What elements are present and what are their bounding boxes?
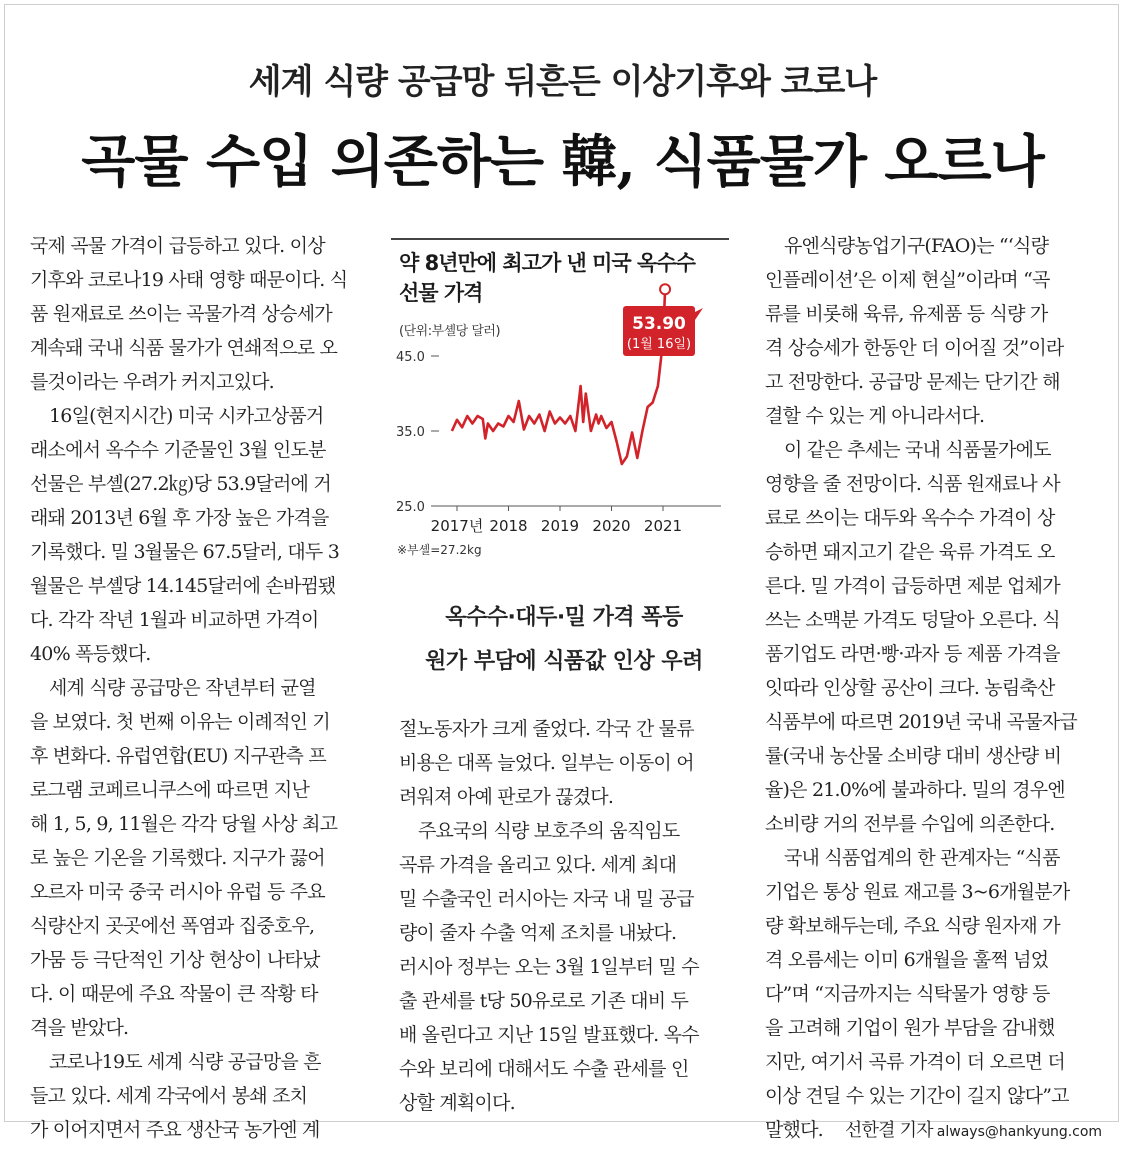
text-line: 인플레이션’은 이제 현실”이라며 “곡 (765, 269, 1050, 291)
callout-pointer (695, 308, 703, 320)
text-line: 러시아 정부는 오는 3월 1일부터 밀 수 (399, 956, 699, 978)
text-line: 량 확보해두는데, 주요 식량 원자재 가 (765, 915, 1060, 937)
chart-unit-label: (단위:부셸당 달러) (399, 324, 501, 339)
text-line: 소비량 거의 전부를 수입에 의존한다. (765, 813, 1055, 835)
text-line: 잇따라 인상할 공산이 크다. 농림축산 (765, 677, 1055, 699)
text-line: 품기업도 라면·빵·과자 등 제품 가격을 (765, 643, 1060, 665)
text-line: 량이 줄자 수출 억제 조치를 내놨다. (399, 922, 677, 944)
text-line: 결할 수 있는 게 아니라서다. (765, 405, 985, 427)
x-tick-label: 2018 (489, 517, 528, 535)
text-line: 밀 수출국인 러시아는 자국 내 밀 공급 (399, 888, 694, 910)
byline-reporter: 선한결 기자 (844, 1120, 933, 1141)
chart-footnote: ※부셸=27.2kg (397, 543, 482, 557)
text-line: 기록했다. 밀 3월물은 67.5달러, 대두 3 (30, 541, 340, 563)
article-column-3 (765, 229, 1103, 1149)
text-line: 가 이어지면서 주요 생산국 농가엔 계 (30, 1119, 320, 1141)
text-line: 출 관세를 t당 50유로로 기존 대비 두 (399, 990, 689, 1012)
text-line: 를것이라는 우려가 커지고있다. (30, 371, 274, 393)
text-line: 국제 곡물 가격이 급등하고 있다. 이상 (30, 235, 325, 257)
text-line: 승하면 돼지고기 같은 육류 가격도 오 (765, 541, 1055, 563)
chart-title-line-2: 선물 가격 (399, 281, 483, 305)
x-tick-label: 2020 (592, 517, 631, 535)
text-line: 격을 받았다. (30, 1017, 129, 1039)
text-line: 기업은 통상 원료 재고를 3~6개월분가 (765, 881, 1070, 903)
text-line: 격 오름세는 이미 6개월을 훌쩍 넘었 (765, 949, 1049, 971)
text-line: 코로나19도 세계 식량 공급망을 흔 (49, 1051, 321, 1073)
text-line: 유엔식량농업기구(FAO)는 “‘식량 (784, 235, 1049, 257)
y-tick-label: 25.0 (396, 500, 425, 515)
text-line: 수와 보리에 대해서도 수출 관세를 인 (399, 1058, 689, 1080)
byline-email: always@hankyung.com (936, 1124, 1103, 1140)
text-line: 선물은 부셸(27.2㎏)당 53.9달러에 거 (30, 473, 331, 495)
corn-futures-chart (391, 238, 729, 558)
text-line: 격 상승세가 한동안 더 이어질 것”이라 (765, 337, 1064, 359)
text-line: 율)은 21.0%에 불과하다. 밀의 경우엔 (765, 779, 1065, 801)
chart-title-line-1: 약 8년만에 최고가 낸 미국 옥수수 (399, 251, 695, 275)
text-line: 이 같은 추세는 국내 식품물가에도 (784, 439, 1051, 461)
text-line: 고 전망한다. 공급망 문제는 단기간 해 (765, 371, 1060, 393)
y-tick-label: 35.0 (396, 425, 425, 440)
byline-lead: 말했다. (765, 1119, 823, 1141)
text-line: 세계 식량 공급망은 작년부터 균열 (49, 677, 316, 699)
text-line: 비용은 대폭 늘었다. 일부는 이동이 어 (399, 752, 694, 774)
text-line: 해 1, 5, 9, 11월은 각각 당월 사상 최고 (30, 813, 338, 835)
article-column-2 (399, 712, 729, 1120)
text-line: 지만, 여기서 곡류 가격이 더 오르면 더 (765, 1051, 1065, 1073)
text-line: 영향을 줄 전망이다. 식품 원재료나 사 (765, 473, 1060, 495)
text-line: 로그램 코페르니쿠스에 따르면 지난 (30, 779, 310, 801)
y-tick-label: 45.0 (396, 350, 425, 365)
text-line: 래소에서 옥수수 기준물인 3월 인도분 (30, 439, 326, 461)
text-line: 품 원재료로 쓰이는 곡물가격 상승세가 (30, 303, 332, 325)
text-line: 절노동자가 크게 줄었다. 각국 간 물류 (399, 718, 694, 740)
text-line: 16일(현지시간) 미국 시카고상품거 (49, 405, 324, 427)
series-endpoint (660, 284, 670, 294)
text-line: 주요국의 식량 보호주의 움직임도 (418, 820, 680, 842)
text-line: 률(국내 농산물 소비량 대비 생산량 비 (765, 745, 1062, 767)
x-tick-label: 2017년 (430, 517, 484, 535)
text-line: 다”며 “지금까지는 식탁물가 영향 등 (765, 983, 1050, 1005)
text-line: 을 보였다. 첫 번째 이유는 이례적인 기 (30, 711, 330, 733)
text-line: 가뭄 등 극단적인 기상 현상이 나타났 (30, 949, 320, 971)
text-line: 을 고려해 기업이 원가 부담을 감내했 (765, 1017, 1055, 1039)
text-line: 래돼 2013년 6월 후 가장 높은 가격을 (30, 507, 329, 529)
text-line: 식품부에 따르면 2019년 국내 곡물자급 (765, 711, 1077, 733)
text-line: 려워져 아예 판로가 끊겼다. (399, 786, 614, 808)
byline (765, 1113, 1103, 1149)
text-line: 이상 견딜 수 있는 기간이 길지 않다”고 (765, 1085, 1069, 1107)
article-subhead: 세계 식량 공급망 뒤흔든 이상기후와 코로나 (248, 62, 877, 102)
text-line: 들고 있다. 세계 각국에서 봉쇄 조치 (30, 1085, 308, 1107)
text-line: 배 올린다고 지난 15일 발표했다. 옥수 (399, 1024, 699, 1046)
text-line: 기후와 코로나19 사태 영향 때문이다. 식 (30, 269, 348, 291)
text-line: 로 높은 기온을 기록했다. 지구가 끓어 (30, 847, 325, 869)
text-line: 상할 계획이다. (399, 1092, 515, 1114)
text-line: 오르자 미국 중국 러시아 유럽 등 주요 (30, 881, 325, 903)
text-line: 다. 이 때문에 주요 작물이 큰 작황 타 (30, 983, 318, 1005)
text-line: 료로 쓰이는 대두와 옥수수 가격이 상 (765, 507, 1055, 529)
text-line: 쓰는 소맥분 가격도 덩달아 오른다. 식 (765, 609, 1060, 631)
text-line: 월물은 부셸당 14.145달러에 손바뀜됐 (30, 575, 336, 597)
callout-date: (1월 16일) (626, 337, 692, 352)
article-deck (399, 596, 729, 684)
callout-value: 53.90 (632, 314, 686, 334)
x-tick-label: 2021 (643, 517, 683, 535)
article-column-1 (30, 229, 366, 1147)
text-line: 곡류 가격을 올리고 있다. 세계 최대 (399, 854, 677, 876)
text-line: 류를 비롯해 육류, 유제품 등 식량 가 (765, 303, 1048, 325)
x-tick-label: 2019 (540, 517, 580, 535)
text-line: 식량산지 곳곳에선 폭염과 집중호우, (30, 915, 315, 937)
text-line: 40% 폭등했다. (30, 643, 151, 665)
text-line: 계속돼 국내 식품 물가가 연쇄적으로 오 (30, 337, 338, 359)
article-headline: 곡물 수입 의존하는 韓, 식품물가 오르나 (81, 129, 1044, 195)
chart-plot (391, 238, 729, 558)
deck-line-1: 옥수수·대두·밀 가격 폭등 (445, 605, 683, 630)
text-line: 후 변화다. 유럽연합(EU) 지구관측 프 (30, 745, 326, 767)
text-line: 다. 각각 작년 1월과 비교하면 가격이 (30, 609, 319, 631)
deck-line-2: 원가 부담에 식품값 인상 우려 (425, 649, 703, 674)
text-line: 른다. 밀 가격이 급등하면 제분 업체가 (765, 575, 1060, 597)
text-line: 국내 식품업계의 한 관계자는 “식품 (784, 847, 1060, 869)
